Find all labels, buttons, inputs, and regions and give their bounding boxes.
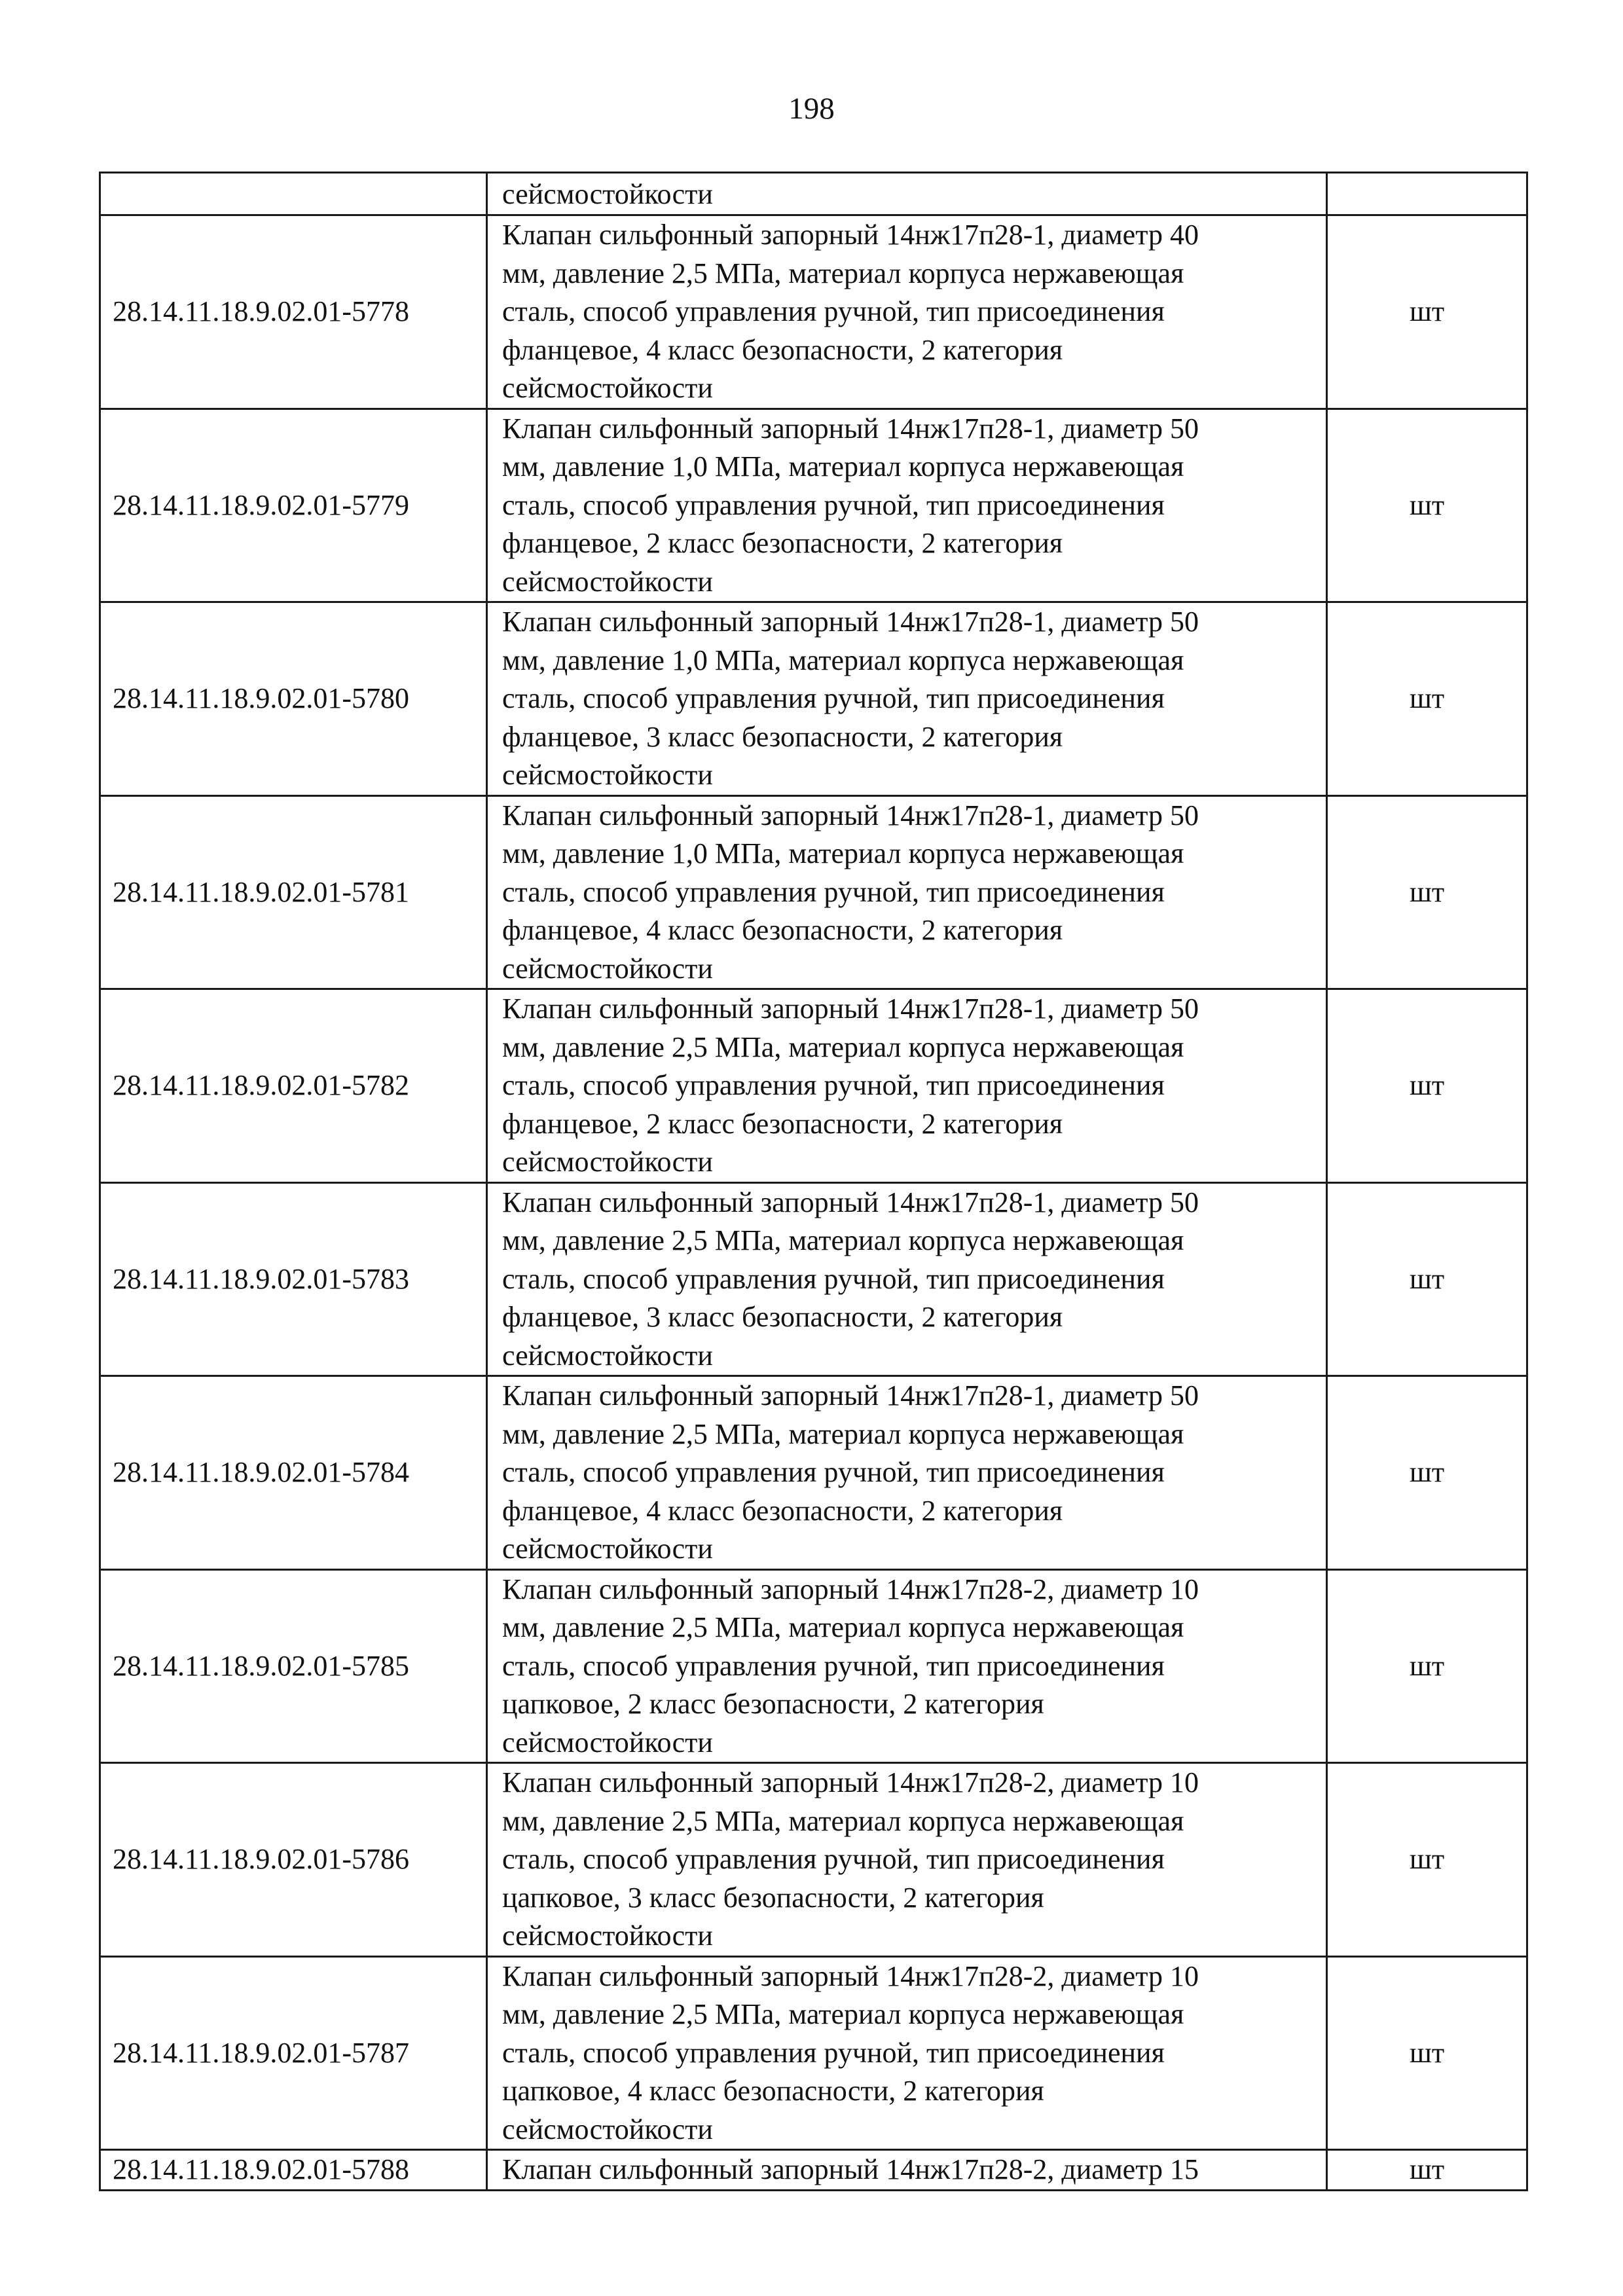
table-row xyxy=(100,409,1527,602)
description-line: Клапан сильфонный запорный 14нж17п28-2, диаметр 10 xyxy=(502,1959,1199,1992)
description-line: мм, давление 1,0 МПа, материал корпуса нержавеющая xyxy=(502,837,1184,869)
code-cell: 28.14.11.18.9.02.01-5782 xyxy=(100,989,487,1183)
description-cell xyxy=(487,1763,1327,1957)
description-cell xyxy=(487,989,1327,1183)
description-line: сталь, способ управления ручной, тип присоединения xyxy=(502,1456,1165,1488)
description-line: фланцевое, 2 класс безопасности, 2 категория xyxy=(502,527,1063,559)
description-line: фланцевое, 3 класс безопасности, 2 категория xyxy=(502,720,1063,753)
description-cell xyxy=(487,173,1327,215)
code-cell: 28.14.11.18.9.02.01-5779 xyxy=(100,409,487,602)
description-line: мм, давление 2,5 МПа, материал корпуса нержавеющая xyxy=(502,257,1184,289)
description-line: Клапан сильфонный запорный 14нж17п28-1, диаметр 40 xyxy=(502,219,1199,251)
unit-cell: шт xyxy=(1327,215,1527,409)
description-line: фланцевое, 4 класс безопасности, 2 категория xyxy=(502,1494,1063,1527)
description-line: сталь, способ управления ручной, тип присоединения xyxy=(502,1843,1165,1875)
description-line: сталь, способ управления ручной, тип присоединения xyxy=(502,488,1165,521)
description-cell xyxy=(487,1956,1327,2150)
table-row xyxy=(100,1956,1527,2150)
unit-cell: шт xyxy=(1327,2150,1527,2191)
description-line: сейсмостойкости xyxy=(502,759,713,791)
description-cell xyxy=(487,2150,1327,2191)
code-cell xyxy=(100,173,487,215)
code-cell: 28.14.11.18.9.02.01-5786 xyxy=(100,1763,487,1957)
description-line: сейсмостойкости xyxy=(502,565,713,598)
description-line: Клапан сильфонный запорный 14нж17п28-1, диаметр 50 xyxy=(502,1379,1199,1412)
unit-cell: шт xyxy=(1327,1956,1527,2150)
description-line: сейсмостойкости xyxy=(502,1726,713,1758)
unit-cell: шт xyxy=(1327,1569,1527,1763)
description-line: сталь, способ управления ручной, тип присоединения xyxy=(502,875,1165,908)
resource-table xyxy=(99,172,1528,2191)
table-row xyxy=(100,1182,1527,1376)
description-line: сейсмостойкости xyxy=(502,1920,713,1952)
description-line: мм, давление 2,5 МПа, материал корпуса нержавеющая xyxy=(502,1224,1184,1256)
table-body xyxy=(100,173,1527,2191)
description-line: фланцевое, 4 класс безопасности, 2 категория xyxy=(502,333,1063,366)
description-cell xyxy=(487,1569,1327,1763)
description-line: сейсмостойкости xyxy=(502,372,713,404)
description-line: цапковое, 2 класс безопасности, 2 категория xyxy=(502,1688,1044,1720)
description-line: сталь, способ управления ручной, тип присоединения xyxy=(502,682,1165,714)
description-line: мм, давление 2,5 МПа, материал корпуса нержавеющая xyxy=(502,1804,1184,1837)
table-row xyxy=(100,602,1527,796)
description-line: сталь, способ управления ручной, тип присоединения xyxy=(502,2036,1165,2069)
unit-cell: шт xyxy=(1327,409,1527,602)
code-cell: 28.14.11.18.9.02.01-5788 xyxy=(100,2150,487,2191)
description-line: мм, давление 2,5 МПа, материал корпуса нержавеющая xyxy=(502,1030,1184,1063)
description-line: сейсмостойкости xyxy=(502,178,713,210)
description-line: сейсмостойкости xyxy=(502,1146,713,1178)
description-line: цапковое, 4 класс безопасности, 2 категория xyxy=(502,2075,1044,2107)
description-line: Клапан сильфонный запорный 14нж17п28-1, диаметр 50 xyxy=(502,993,1199,1025)
description-line: Клапан сильфонный запорный 14нж17п28-1, диаметр 50 xyxy=(502,1186,1199,1218)
code-cell: 28.14.11.18.9.02.01-5781 xyxy=(100,795,487,989)
unit-cell: шт xyxy=(1327,1376,1527,1570)
code-cell: 28.14.11.18.9.02.01-5785 xyxy=(100,1569,487,1763)
description-line: Клапан сильфонный запорный 14нж17п28-1, диаметр 50 xyxy=(502,799,1199,831)
code-cell: 28.14.11.18.9.02.01-5784 xyxy=(100,1376,487,1570)
description-line: фланцевое, 4 класс безопасности, 2 категория xyxy=(502,914,1063,946)
table-row xyxy=(100,1376,1527,1570)
description-line: сталь, способ управления ручной, тип присоединения xyxy=(502,295,1165,327)
unit-cell: шт xyxy=(1327,795,1527,989)
description-cell xyxy=(487,602,1327,796)
description-line: мм, давление 1,0 МПа, материал корпуса нержавеющая xyxy=(502,644,1184,676)
description-line: фланцевое, 2 класс безопасности, 2 категория xyxy=(502,1107,1063,1140)
table-row xyxy=(100,1763,1527,1957)
description-line: сейсмостойкости xyxy=(502,1533,713,1565)
code-cell: 28.14.11.18.9.02.01-5787 xyxy=(100,1956,487,2150)
description-cell xyxy=(487,409,1327,602)
description-line: сталь, способ управления ручной, тип присоединения xyxy=(502,1262,1165,1295)
table-row xyxy=(100,989,1527,1183)
description-line: сейсмостойкости xyxy=(502,952,713,985)
description-line: сейсмостойкости xyxy=(502,1339,713,1372)
description-line: Клапан сильфонный запорный 14нж17п28-2, диаметр 10 xyxy=(502,1573,1199,1605)
unit-cell: шт xyxy=(1327,1182,1527,1376)
description-cell xyxy=(487,215,1327,409)
unit-cell: шт xyxy=(1327,602,1527,796)
description-line: Клапан сильфонный запорный 14нж17п28-2, диаметр 15 xyxy=(502,2153,1199,2186)
code-cell: 28.14.11.18.9.02.01-5778 xyxy=(100,215,487,409)
description-line: цапковое, 3 класс безопасности, 2 категория xyxy=(502,1881,1044,1914)
unit-cell xyxy=(1327,173,1527,215)
description-cell xyxy=(487,1182,1327,1376)
description-line: мм, давление 2,5 МПа, материал корпуса нержавеющая xyxy=(502,1998,1184,2030)
description-line: Клапан сильфонный запорный 14нж17п28-2, диаметр 10 xyxy=(502,1766,1199,1798)
table-row xyxy=(100,215,1527,409)
code-cell: 28.14.11.18.9.02.01-5780 xyxy=(100,602,487,796)
description-line: Клапан сильфонный запорный 14нж17п28-1, диаметр 50 xyxy=(502,606,1199,638)
description-line: Клапан сильфонный запорный 14нж17п28-1, диаметр 50 xyxy=(502,412,1199,445)
description-line: сталь, способ управления ручной, тип присоединения xyxy=(502,1649,1165,1682)
description-line: мм, давление 1,0 МПа, материал корпуса нержавеющая xyxy=(502,450,1184,483)
description-line: сейсмостойкости xyxy=(502,2113,713,2145)
unit-cell: шт xyxy=(1327,1763,1527,1957)
table-row xyxy=(100,795,1527,989)
table-row-continuation xyxy=(100,173,1527,215)
table-row xyxy=(100,2150,1527,2191)
description-cell xyxy=(487,795,1327,989)
description-line: мм, давление 2,5 МПа, материал корпуса нержавеющая xyxy=(502,1417,1184,1450)
description-line: мм, давление 2,5 МПа, материал корпуса нержавеющая xyxy=(502,1611,1184,1643)
description-line: фланцевое, 3 класс безопасности, 2 категория xyxy=(502,1301,1063,1333)
description-line: сталь, способ управления ручной, тип присоединения xyxy=(502,1069,1165,1101)
code-cell: 28.14.11.18.9.02.01-5783 xyxy=(100,1182,487,1376)
table-row xyxy=(100,1569,1527,1763)
description-cell xyxy=(487,1376,1327,1570)
unit-cell: шт xyxy=(1327,989,1527,1183)
page-number: 198 xyxy=(788,92,835,126)
